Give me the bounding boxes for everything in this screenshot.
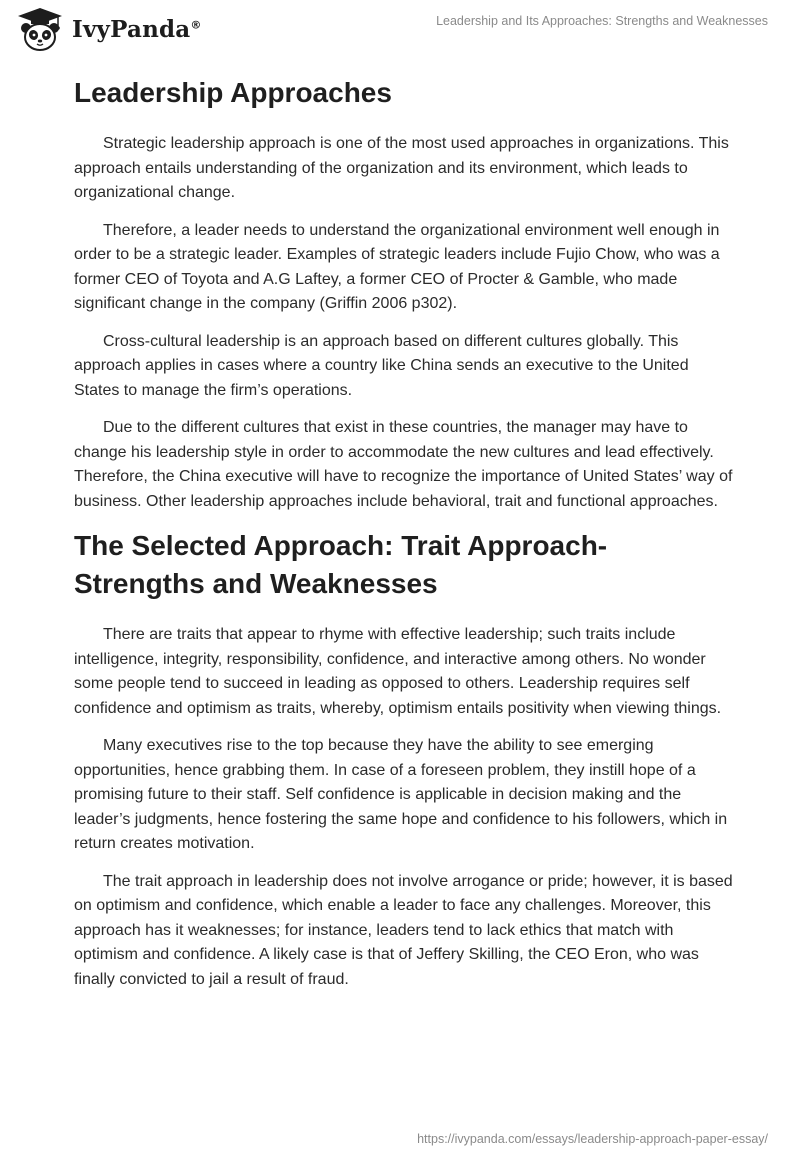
panda-graduate-icon: [14, 6, 66, 52]
logo-wordmark: IvyPanda®: [72, 15, 202, 43]
paragraph: The trait approach in leadership does not involve arrogance or pride; however, it is based on optimism and confidence, which enable a leader to face any challenges. Moreover, this approach has it weaknesses; for instance, leaders tend to lack ethics that match with optimism and confidence. A likely case is that of Jeffery Skilling, the CEO Eron, who was finally convicted to jail a result of fraud.: [74, 872, 733, 988]
paragraph: There are traits that appear to rhyme with effective leadership; such traits include intelligence, integrity, responsibility, confidence, and interactive among others. No wonder some people tend to succeed in leading as opposed to others. Leadership requires self confidence and optimism as traits, whereby, optimism entails positivity when viewing things.: [74, 626, 722, 717]
section-heading: The Selected Approach: Trait Approach-Strengths and Weaknesses: [74, 530, 608, 599]
paragraph: Due to the different cultures that exist in these countries, the manager may have to change his leadership style in order to accommodate the new cultures and lead effectively. Therefore, the China executive will have to recognize the importance of United States’ way of business. Other leadership approaches include behavioral, trait and functional approaches.: [74, 419, 733, 510]
paragraph: Strategic leadership approach is one of the most used approaches in organizations. This approach entails understanding of the organization and its environment, which leads to organizational change.: [74, 135, 729, 201]
page-header: [0, 0, 800, 60]
ivypanda-logo[interactable]: [14, 6, 202, 52]
document-title: Leadership and Its Approaches: Strengths and Weaknesses: [436, 14, 768, 28]
paragraph: Therefore, a leader needs to understand the organizational environment well enough in order to be a strategic leader. Examples of strategic leaders include Fujio Chow, who was a former CEO of Toyota and A.G Laftey, a former CEO of Procter & Gamble, who made significant change in the company (Griffin 2006 p302).: [74, 221, 720, 312]
paragraph: Cross-cultural leadership is an approach based on different cultures globally. This approach applies in cases where a country like China sends an executive to the United States to manage the firm’s operations.: [74, 332, 689, 399]
section-heading: Leadership Approaches: [74, 77, 392, 108]
paragraph: Many executives rise to the top because they have the ability to see emerging opportunities, hence grabbing them. In case of a foreseen problem, they instill hope of a promising future to their staff. Self confidence is applicable in decision making and the leader’s judgments, hence fostering the same hope and confidence to his followers, which in return creates motivation.: [74, 737, 728, 852]
source-url[interactable]: https://ivypanda.com/essays/leadership-approach-paper-essay/: [417, 1132, 768, 1146]
article-body: [74, 70, 734, 1005]
